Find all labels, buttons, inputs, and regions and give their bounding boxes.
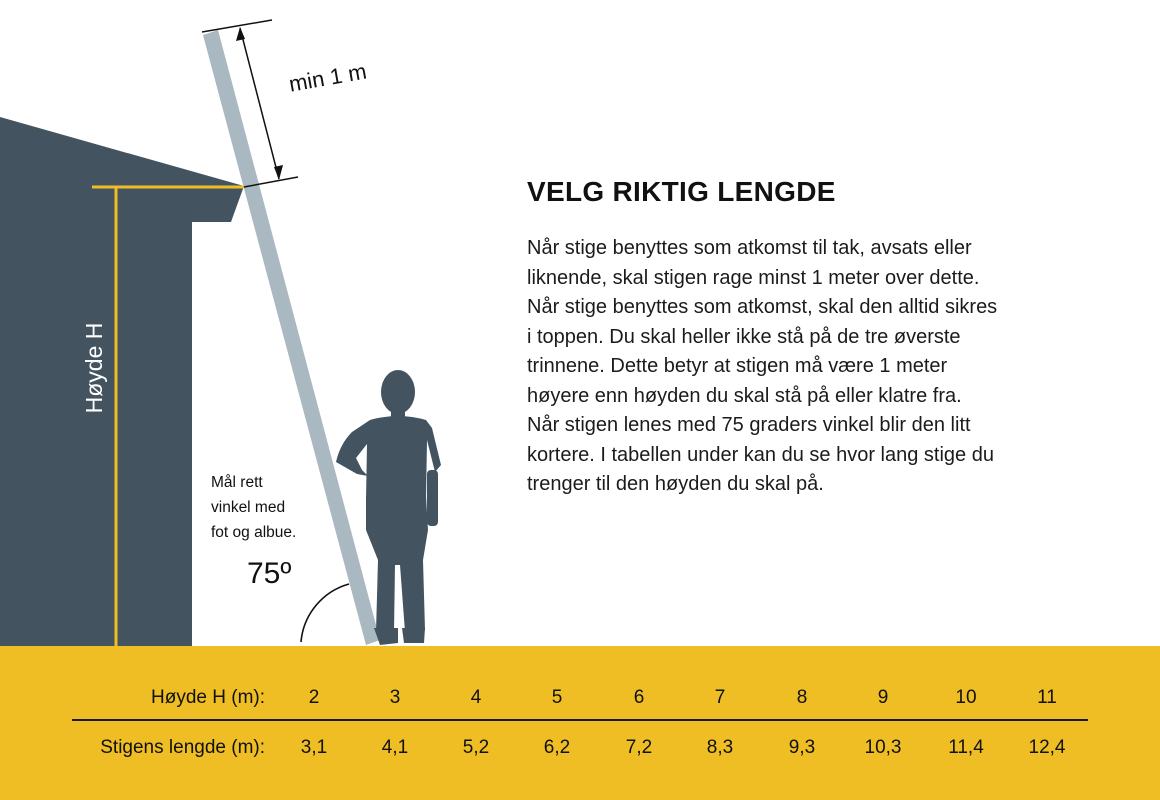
table-cell: 10,3 <box>864 737 902 758</box>
building-silhouette <box>0 117 244 647</box>
table-row-lengths <box>0 737 1160 767</box>
overhang-label: min 1 m <box>286 58 369 97</box>
table-cell: 7 <box>714 687 726 708</box>
table-cell: 11 <box>1037 687 1057 708</box>
info-line: kortere. I tabellen under kan du se hvor lang stige du <box>527 443 994 466</box>
person-silhouette <box>336 370 441 645</box>
angle-arc <box>301 584 349 642</box>
table-cell: 9,3 <box>788 737 816 758</box>
measure-note-line-1: Mål rett <box>211 474 263 491</box>
info-line: liknende, skal stigen rage minst 1 meter over dette. <box>527 266 980 289</box>
table-row-label: Høyde H (m): <box>151 687 265 708</box>
info-line: Når stige benyttes som atkomst, skal den alltid sikres <box>527 296 998 318</box>
table-cell: 3,1 <box>300 737 328 758</box>
ladder-length-table <box>0 646 1160 800</box>
table-cell: 11,4 <box>948 737 984 758</box>
measure-note-line-3: fot og albue. <box>211 524 297 541</box>
table-divider <box>72 719 1088 721</box>
table-cell: 5 <box>551 687 563 708</box>
table-cell: 3 <box>389 687 401 708</box>
table-row-label: Stigens lengde (m): <box>100 737 265 758</box>
table-cell: 4 <box>470 687 482 708</box>
overhang-tick-top <box>202 20 272 32</box>
table-cell: 12,4 <box>1028 737 1066 758</box>
info-line: Når stige benyttes som atkomst til tak, avsats eller <box>527 237 972 259</box>
info-line: i toppen. Du skal heller ikke stå på de tre øverste <box>527 325 961 348</box>
table-cell: 9 <box>877 687 889 708</box>
section-title: VELG RIKTIG LENGDE <box>527 176 836 207</box>
info-line: trenger til den høyden du skal på. <box>527 473 824 495</box>
measure-note-line-2: vinkel med <box>211 499 286 516</box>
table-cell: 8,3 <box>706 737 734 758</box>
height-label: Høyde H <box>81 322 107 414</box>
info-paragraph <box>527 234 1067 500</box>
table-cell: 10 <box>955 687 977 708</box>
table-cell: 6 <box>633 687 645 708</box>
overhang-arrowhead-bottom <box>274 165 283 180</box>
angle-label: 75º <box>247 557 292 590</box>
table-cell: 4,1 <box>381 737 409 758</box>
info-line: høyere enn høyden du skal stå på eller klatre fra. <box>527 384 962 407</box>
ladder <box>203 30 380 645</box>
overhang-arrowhead-top <box>236 27 245 41</box>
info-line: Når stigen lenes med 75 graders vinkel blir den litt <box>527 414 971 436</box>
table-cell: 5,2 <box>462 737 490 758</box>
table-cell: 8 <box>796 687 808 708</box>
table-row-heights <box>0 687 1160 717</box>
table-cell: 7,2 <box>625 737 653 758</box>
table-cell: 6,2 <box>543 737 571 758</box>
table-cell: 2 <box>308 687 320 708</box>
info-line: trinnene. Dette betyr at stigen må være 1 meter <box>527 355 948 377</box>
